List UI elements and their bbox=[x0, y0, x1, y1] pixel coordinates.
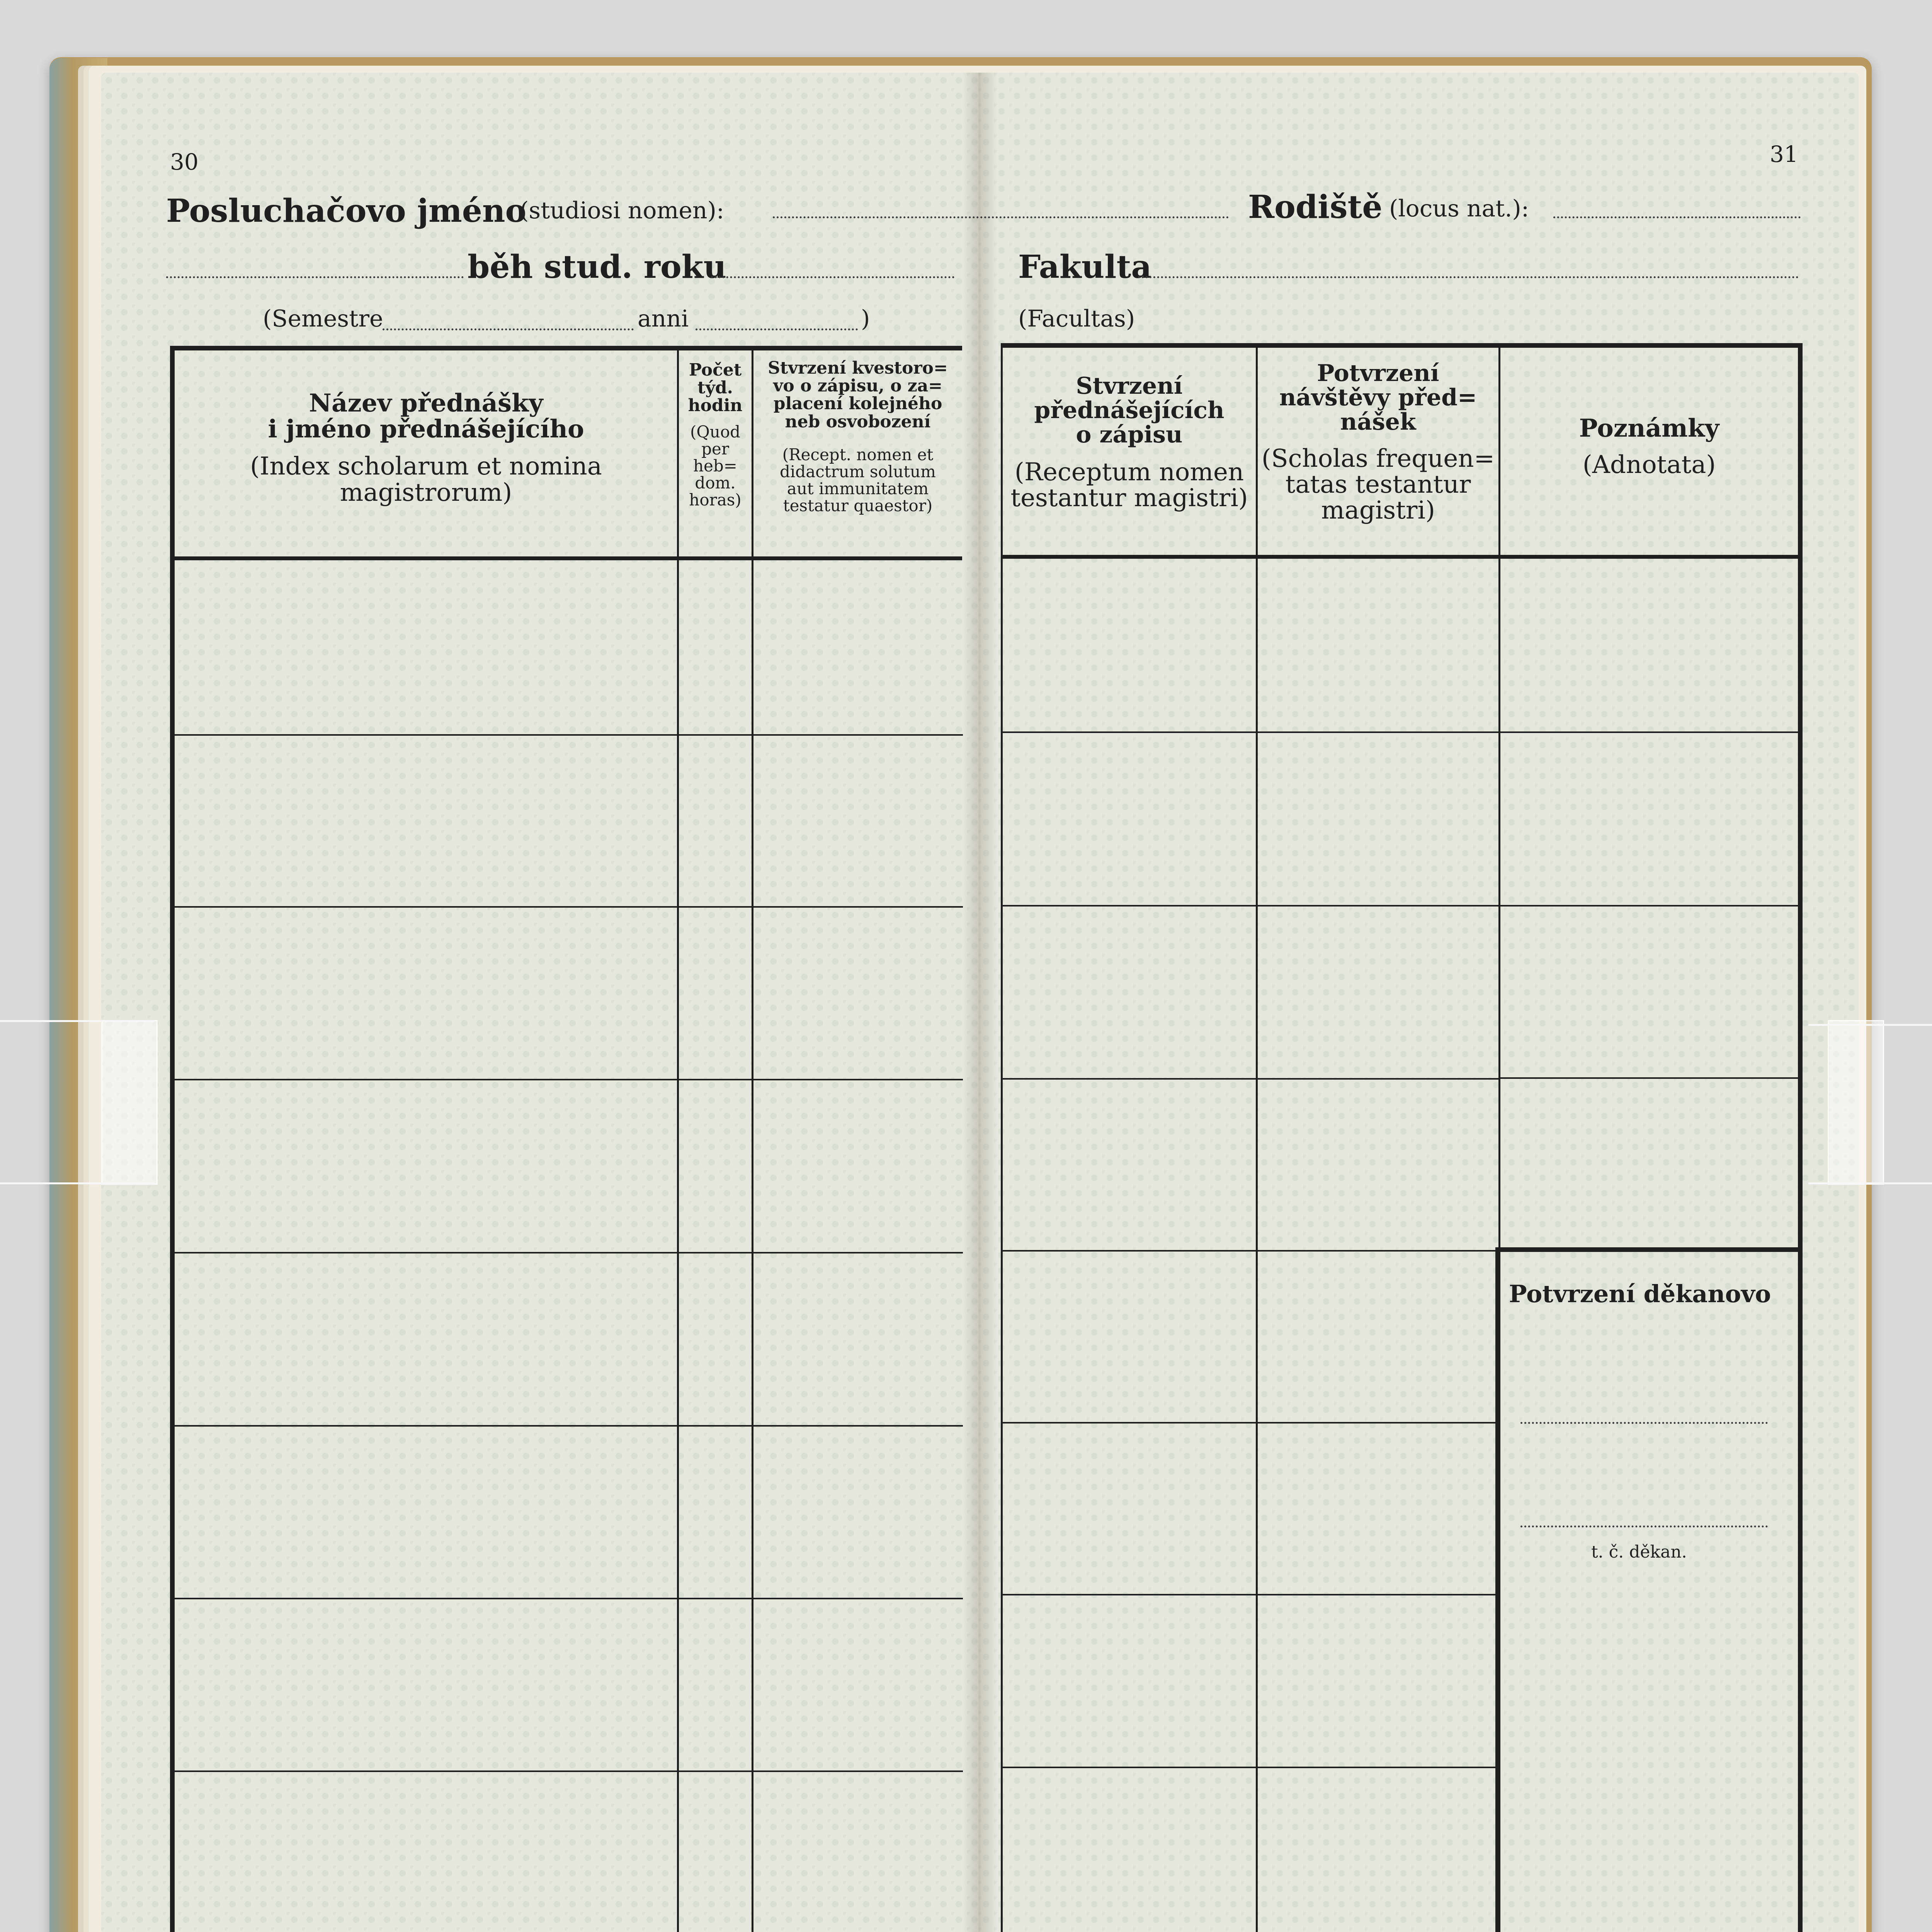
study-year-field-right[interactable] bbox=[711, 276, 954, 278]
col-quaestor-title-4: neb osvobození bbox=[785, 412, 931, 432]
row-line-4-right bbox=[1003, 1250, 1499, 1252]
col-lecturers-title-2: přednášejících bbox=[1034, 397, 1225, 424]
col-attendance-title-1: Potvrzení bbox=[1317, 360, 1439, 387]
col-lecture-title-2: i jméno přednášejícího bbox=[268, 415, 584, 444]
student-name-label: Posluchačovo jméno bbox=[166, 192, 527, 230]
row-line-5-left bbox=[175, 1425, 963, 1427]
deans-confirmation-title: Potvrzení děkanovo bbox=[1509, 1280, 1771, 1308]
table-top-right bbox=[1001, 343, 1803, 348]
string-left-bottom bbox=[0, 1182, 155, 1184]
col-lecturers-latin-1: (Receptum nomen bbox=[1014, 458, 1244, 486]
col-header-remarks bbox=[1500, 415, 1798, 478]
col-lecturers-title-1: Stvrzení bbox=[1076, 372, 1183, 400]
right-clip bbox=[1828, 1020, 1884, 1185]
study-year-field-left[interactable] bbox=[166, 276, 464, 278]
col-hours-latin-3: heb= bbox=[693, 456, 737, 475]
col-lecture-latin-1: (Index scholarum et nomina bbox=[250, 452, 602, 481]
col-quaestor-title-2: vo o zápisu, o za= bbox=[773, 376, 943, 396]
col-quaestor-latin-1: (Recept. nomen et bbox=[782, 445, 934, 464]
col-divider-2 bbox=[752, 348, 753, 1932]
col-attendance-latin-3: magistri) bbox=[1321, 496, 1435, 525]
row-line-3-remarks bbox=[1499, 1077, 1799, 1079]
col-remarks-title: Poznámky bbox=[1579, 414, 1719, 443]
col-hours-latin-1: (Quod bbox=[690, 422, 741, 441]
study-year-label: běh stud. roku bbox=[468, 248, 727, 286]
student-name-latin: (studiosi nomen): bbox=[520, 197, 724, 224]
row-line-2-left bbox=[175, 906, 963, 908]
table-top-left bbox=[170, 346, 962, 350]
col-hours-title-3: hodin bbox=[688, 396, 743, 416]
deans-label: t. č. děkan. bbox=[1591, 1542, 1687, 1562]
row-line-6-left bbox=[175, 1598, 963, 1599]
header-separator-right bbox=[1001, 555, 1803, 559]
semester-field[interactable] bbox=[383, 328, 634, 330]
row-line-7-right bbox=[1003, 1767, 1499, 1768]
birthplace-latin: (locus nat.): bbox=[1389, 195, 1529, 222]
col-attendance-title-3: nášek bbox=[1340, 408, 1416, 435]
col-divider-3 bbox=[1001, 344, 1003, 1932]
col-hours-latin-2: per bbox=[701, 439, 729, 458]
semester-close: ) bbox=[861, 305, 870, 332]
col-remarks-latin: (Adnotata) bbox=[1582, 451, 1716, 480]
col-header-quaestor bbox=[753, 359, 962, 514]
deans-box-top bbox=[1495, 1247, 1801, 1252]
row-line-3-left bbox=[175, 1079, 963, 1080]
left-clip bbox=[101, 1020, 158, 1185]
col-hours-latin-4: dom. bbox=[695, 473, 736, 492]
page-number-left: 30 bbox=[170, 149, 199, 175]
string-right-top bbox=[1808, 1024, 1932, 1026]
page-number-right: 31 bbox=[1770, 141, 1798, 167]
birthplace-field[interactable] bbox=[1553, 216, 1801, 218]
row-line-1-right bbox=[1003, 731, 1499, 733]
birthplace-label: Rodiště bbox=[1248, 189, 1383, 226]
row-line-7-left bbox=[175, 1770, 963, 1772]
faculty-field[interactable] bbox=[1138, 276, 1799, 278]
col-header-hours bbox=[679, 361, 752, 509]
col-attendance-latin-1: (Scholas frequen= bbox=[1261, 444, 1495, 473]
col-attendance-latin-2: tatas testantur bbox=[1285, 470, 1471, 499]
col-header-lecture bbox=[176, 390, 676, 506]
row-line-1-remarks bbox=[1499, 731, 1799, 733]
semester-prefix: (Semestre bbox=[263, 305, 383, 332]
deans-box-left bbox=[1495, 1247, 1500, 1932]
row-line-1-left bbox=[175, 734, 963, 736]
right-page bbox=[978, 73, 1859, 1932]
col-attendance-title-2: návštěvy před= bbox=[1279, 384, 1477, 411]
header-separator-left bbox=[170, 556, 962, 560]
col-header-attendance bbox=[1258, 361, 1498, 524]
book-gutter bbox=[962, 73, 997, 1932]
anni-field[interactable] bbox=[696, 328, 858, 330]
col-quaestor-latin-2: didactrum solutum bbox=[779, 462, 936, 481]
row-line-2-remarks bbox=[1499, 905, 1799, 906]
col-header-lecturers bbox=[1003, 374, 1256, 511]
deans-signature-field-2[interactable] bbox=[1520, 1526, 1768, 1527]
deans-signature-field-1[interactable] bbox=[1520, 1422, 1768, 1424]
col-divider-1 bbox=[677, 348, 679, 1932]
col-quaestor-latin-3: aut immunitatem bbox=[787, 479, 929, 498]
semester-anni: anni bbox=[638, 305, 689, 332]
row-line-6-right bbox=[1003, 1594, 1499, 1595]
string-left-top bbox=[0, 1020, 155, 1022]
table-right-border bbox=[1798, 343, 1803, 1932]
row-line-3-right bbox=[1003, 1078, 1499, 1080]
left-page bbox=[101, 73, 978, 1932]
faculty-latin: (Facultas) bbox=[1018, 305, 1135, 332]
col-lecturers-latin-2: testantur magistri) bbox=[1010, 484, 1248, 513]
row-line-4-left bbox=[175, 1252, 963, 1253]
col-lecture-title-1: Název přednášky bbox=[309, 389, 543, 418]
col-hours-title-2: týd. bbox=[697, 378, 733, 398]
col-quaestor-latin-4: testatur quaestor) bbox=[783, 496, 933, 515]
row-line-2-right bbox=[1003, 905, 1499, 906]
col-hours-title-1: Počet bbox=[689, 360, 742, 380]
col-quaestor-title-3: placení kolejného bbox=[773, 394, 942, 414]
col-quaestor-title-1: Stvrzení kvestoro= bbox=[768, 358, 948, 378]
col-divider-4 bbox=[1256, 344, 1258, 1932]
col-lecture-latin-2: magistrorum) bbox=[340, 478, 512, 507]
col-hours-latin-5: horas) bbox=[689, 490, 742, 509]
faculty-label: Fakulta bbox=[1018, 248, 1152, 286]
row-line-5-right bbox=[1003, 1422, 1499, 1423]
table-left-border bbox=[170, 346, 175, 1932]
col-lecturers-title-3: o zápisu bbox=[1076, 421, 1183, 448]
student-name-field[interactable] bbox=[773, 216, 1229, 218]
string-right-bottom bbox=[1808, 1182, 1932, 1184]
